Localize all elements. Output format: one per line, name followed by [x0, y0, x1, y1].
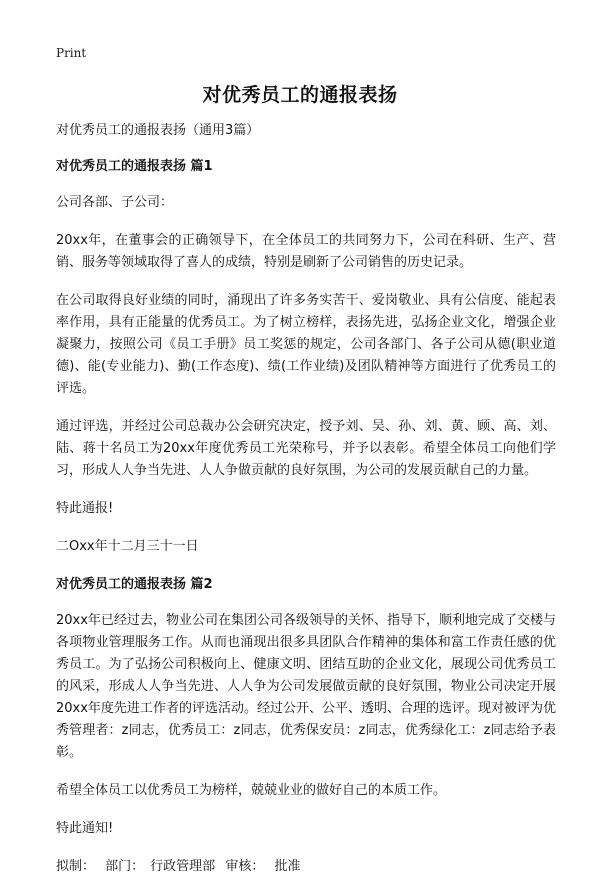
section-1-paragraph: 20xx年，在董事会的正确领导下，在全体员工的共同努力下，公司在科研、生产、营销、服务等领域取得了喜人的成绩，特别是刷新了公司销售的历史记录。 [56, 233, 556, 270]
section-1-heading: 对优秀员工的通报表扬 篇1 [56, 159, 213, 174]
department-label: 部门： [105, 859, 145, 874]
drafter-label: 拟制： [56, 859, 96, 874]
document-subtitle: 对优秀员工的通报表扬（通用3篇） [56, 123, 260, 138]
document-body [56, 120, 556, 894]
section-2-paragraph: 20xx年已经过去，物业公司在集团公司各级领导的关怀、指导下，顺利地完成了交楼与各项物业管理服务工作。从而也涌现出很多具团队合作精神的集体和富工作责任感的优秀员工。为了弘扬公司积极向上、健康文明、团结互助的企业文化，展现公司优秀员工的风采，形成人人争当先进、人人争为公司发展做贡献的良好氛围，物业公司决定开展20xx年度先进工作者的评选活动。经过公开、公平、透明、合理的选评。现对被评为优秀管理者：z同志，优秀员工：z同志，优秀保安员：z同志，优秀绿化工：z同志给予表彰。 [56, 613, 556, 760]
section-2-paragraph: 希望全体员工以优秀员工为榜样，兢兢业业的做好自己的本质工作。 [56, 783, 447, 798]
section-2-heading: 对优秀员工的通报表扬 篇2 [56, 577, 213, 592]
section-1-paragraph: 通过评选，并经过公司总裁办公会研究决定，授予刘、吴、孙、刘、黄、顾、高、刘、陆、蒋十名员工为20xx年度优秀员工光荣称号，并予以表彰。希望全体员工向他们学习，形成人人争当先进、人人争做贡献的良好氛围，为公司的发展贡献自己的力量。 [56, 419, 556, 478]
signature-row [56, 856, 556, 878]
approve-label: 批准 [274, 859, 301, 874]
section-1-paragraph: 在公司取得良好业绩的同时，涌现出了许多务实苦干、爱岗敬业、具有公信度、能起表率作用，具有正能量的优秀员工。为了树立榜样，表扬先进，弘扬企业文化，增强企业凝聚力，按照公司《员工手册》员工奖惩的规定，公司各部门、各子公司从德(职业道德)、能(专业能力)、勤(工作态度)、绩(工作业绩)及团队精神等方面进行了优秀员工的评选。 [56, 293, 556, 396]
section-1-closing: 特此通报! [56, 501, 114, 516]
section-1-date: 二Oxx年十二月三十一日 [56, 539, 199, 554]
section-2-closing: 特此通知! [56, 821, 114, 836]
print-link[interactable]: Print [56, 46, 87, 60]
department-value: 行政管理部 [150, 859, 216, 874]
review-label: 审核： [225, 859, 265, 874]
section-1-salutation: 公司各部、子公司： [56, 195, 174, 210]
page-title: 对优秀员工的通报表扬 [202, 84, 398, 106]
